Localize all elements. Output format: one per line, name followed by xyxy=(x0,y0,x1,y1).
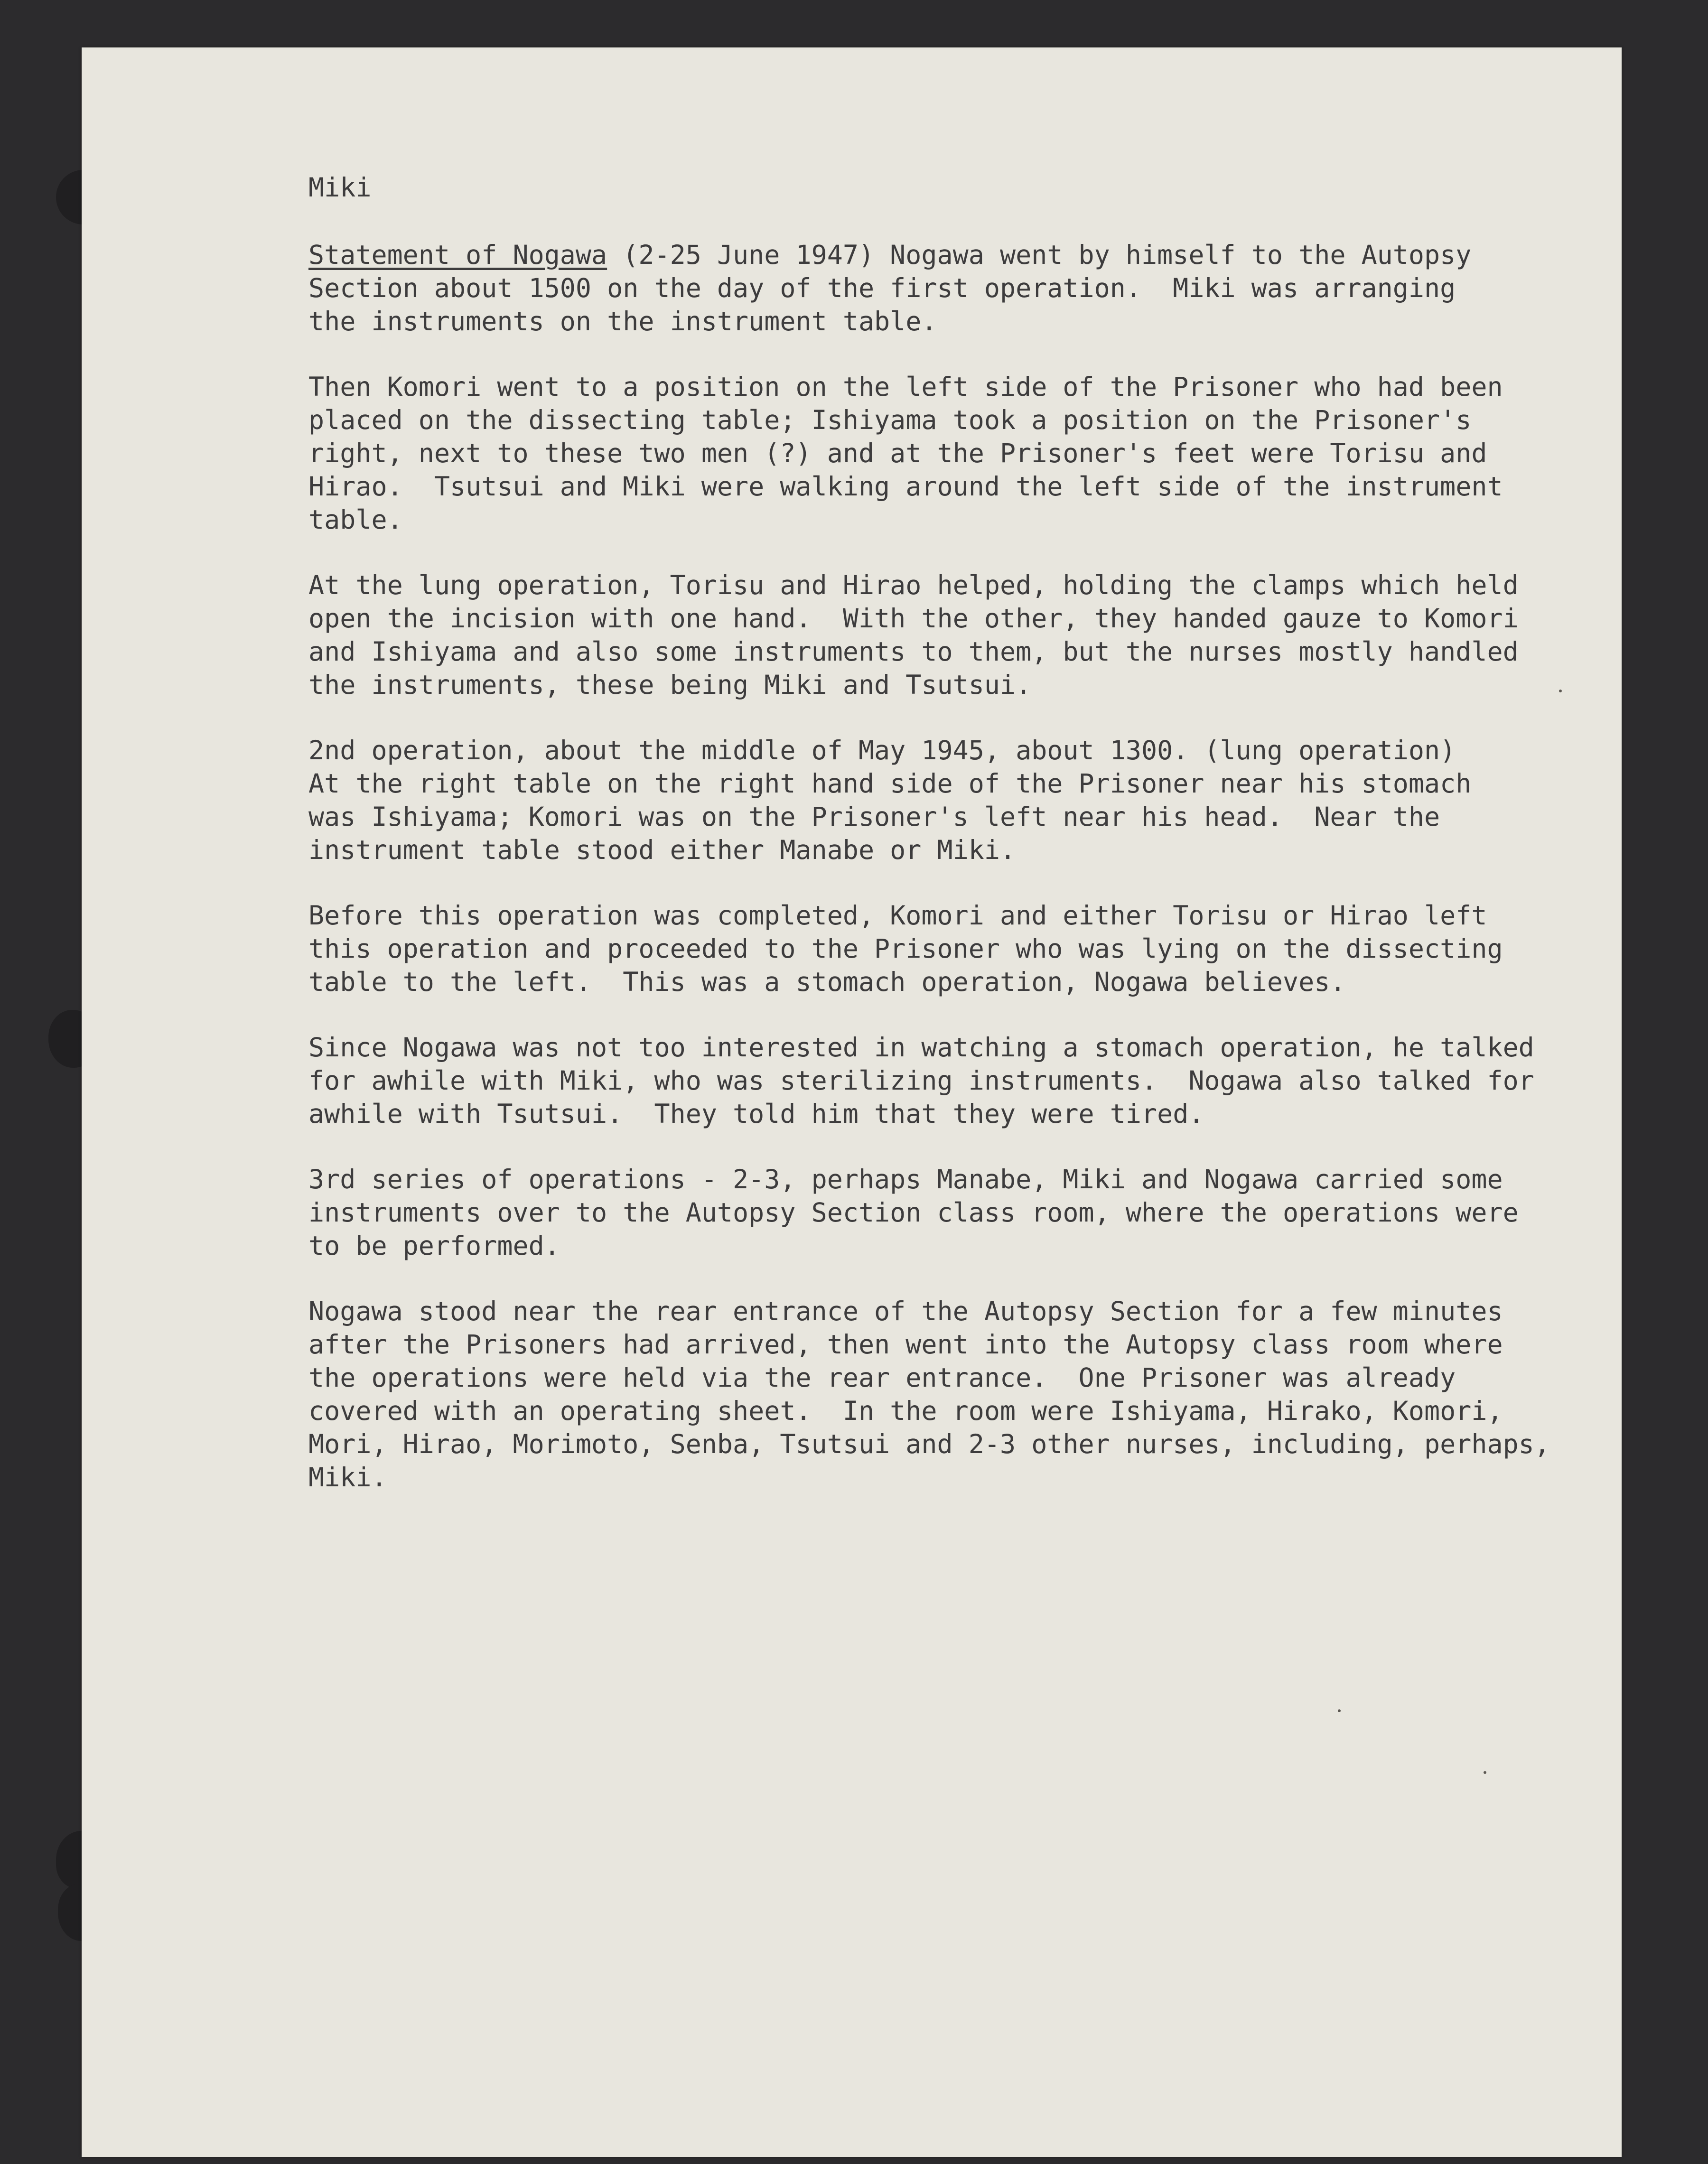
paragraph-third-series xyxy=(308,1163,1609,1262)
paragraph-second-operation xyxy=(308,734,1609,867)
text-line: table to the left. This was a stomach operation, Nogawa believes. xyxy=(308,967,1346,997)
text-line: Then Komori went to a position on the left side of the Prisoner who had been xyxy=(308,372,1503,402)
paragraph-conversation xyxy=(308,1031,1609,1130)
document-body xyxy=(308,171,1609,1494)
paragraph-statement xyxy=(308,238,1609,338)
text-line: 2nd operation, about the middle of May 1945, about 1300. (lung operation) xyxy=(308,735,1456,765)
paragraph-lung-operation xyxy=(308,569,1609,701)
text-line: open the incision with one hand. With the other, they handed gauze to Komori xyxy=(308,603,1519,634)
text-line: awhile with Tsutsui. They told him that they were tired. xyxy=(308,1099,1204,1129)
text-line: the operations were held via the rear entrance. One Prisoner was already xyxy=(308,1362,1456,1393)
text-line: instrument table stood either Manabe or Miki. xyxy=(308,835,1016,865)
paper-speck xyxy=(1338,1709,1341,1712)
text-line: At the lung operation, Torisu and Hirao helped, holding the clamps which held xyxy=(308,570,1519,600)
paragraph-positions xyxy=(308,370,1609,536)
statement-label: Statement of Nogawa xyxy=(308,240,607,270)
text-line: after the Prisoners had arrived, then went into the Autopsy class room where xyxy=(308,1329,1503,1360)
paragraph-stomach-operation xyxy=(308,899,1609,998)
text-line: placed on the dissecting table; Ishiyama took a position on the Prisoner's xyxy=(308,405,1472,435)
text-line: instruments over to the Autopsy Section class room, where the operations were xyxy=(308,1197,1519,1228)
text-line: 3rd series of operations - 2-3, perhaps Manabe, Miki and Nogawa carried some xyxy=(308,1164,1503,1194)
text-line: for awhile with Miki, who was sterilizing instruments. Nogawa also talked for xyxy=(308,1065,1534,1096)
text-line-rest: (2-25 June 1947) Nogawa went by himself to the Autopsy xyxy=(607,240,1472,270)
text-line: the instruments on the instrument table. xyxy=(308,306,937,336)
text-line: Nogawa stood near the rear entrance of the Autopsy Section for a few minutes xyxy=(308,1296,1503,1326)
text-line: table. xyxy=(308,504,403,535)
text-line: At the right table on the right hand side of the Prisoner near his stomach xyxy=(308,768,1472,799)
paragraph-gap xyxy=(308,701,1609,734)
paragraph-gap xyxy=(308,536,1609,569)
text-line: this operation and proceeded to the Prisoner who was lying on the dissecting xyxy=(308,933,1503,964)
text-line: was Ishiyama; Komori was on the Prisoner's left near his head. Near the xyxy=(308,802,1440,832)
text-line: Since Nogawa was not too interested in watching a stomach operation, he talked xyxy=(308,1032,1534,1063)
text-line: Hirao. Tsutsui and Miki were walking around the left side of the instrument xyxy=(308,471,1503,502)
paragraph-rear-entrance xyxy=(308,1295,1609,1494)
text-line: right, next to these two men (?) and at the Prisoner's feet were Torisu and xyxy=(308,438,1487,468)
text-line: Mori, Hirao, Morimoto, Senba, Tsutsui and 2-3 other nurses, including, perhaps, xyxy=(308,1429,1550,1459)
text-line: and Ishiyama and also some instruments to them, but the nurses mostly handled xyxy=(308,636,1519,667)
text-line: covered with an operating sheet. In the room were Ishiyama, Hirako, Komori, xyxy=(308,1396,1503,1426)
text-line: to be performed. xyxy=(308,1231,560,1261)
paragraph-gap xyxy=(308,867,1609,899)
paper-speck xyxy=(1484,1771,1486,1774)
text-line: Miki. xyxy=(308,1462,387,1492)
text-line: the instruments, these being Miki and Tsutsui. xyxy=(308,670,1032,700)
text-line: Section about 1500 on the day of the first operation. Miki was arranging xyxy=(308,273,1456,303)
text-line xyxy=(308,238,1609,271)
paragraph-gap xyxy=(308,1130,1609,1163)
paragraph-gap xyxy=(308,1262,1609,1295)
paragraph-gap xyxy=(308,998,1609,1031)
text-line: Before this operation was completed, Komori and either Torisu or Hirao left xyxy=(308,900,1487,931)
paragraph-gap xyxy=(308,338,1609,370)
document-heading: Miki xyxy=(308,172,372,203)
